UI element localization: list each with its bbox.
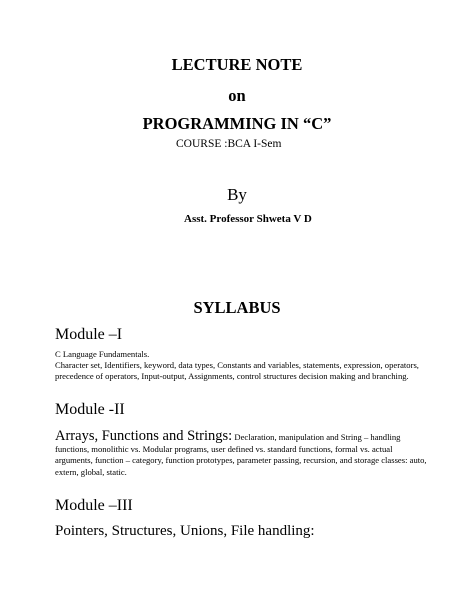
module-2-heading: Module -II — [55, 401, 125, 418]
author-line: Asst. Professor Shweta V D — [184, 213, 312, 225]
module-3-heading: Module –III — [55, 497, 133, 514]
title-on: on — [228, 86, 246, 105]
module-3-topics: Pointers, Structures, Unions, File handling: — [55, 523, 315, 539]
module-1-content: Character set, Identifiers, keyword, data types, Constants and variables, statements, expression, operators, precedence of operators, Input-output, Assignments, control structures decision making and branching. — [55, 360, 419, 382]
subject-title: PROGRAMMING IN “C” — [142, 114, 332, 133]
syllabus-heading: SYLLABUS — [193, 298, 281, 317]
module-2-text — [55, 428, 427, 478]
module-1-subheading: C Language Fundamentals. — [55, 349, 150, 359]
module-2-topics: Arrays, Functions and Strings: — [55, 428, 233, 444]
by-label: By — [227, 185, 247, 204]
course-line: COURSE :BCA I-Sem — [176, 138, 282, 150]
module-1-text — [55, 349, 425, 383]
module-1-heading: Module –I — [55, 326, 123, 343]
lecture-note-title: LECTURE NOTE — [171, 55, 303, 74]
module-2-content: Declaration, manipulation and String – handling functions, monolithic vs. Modular programs, user defined vs. standard functions, formal vs. actual arguments, function – category, function prototypes, parameter passing, recursion, and storage classes: auto, extern, global, static. — [55, 432, 427, 477]
